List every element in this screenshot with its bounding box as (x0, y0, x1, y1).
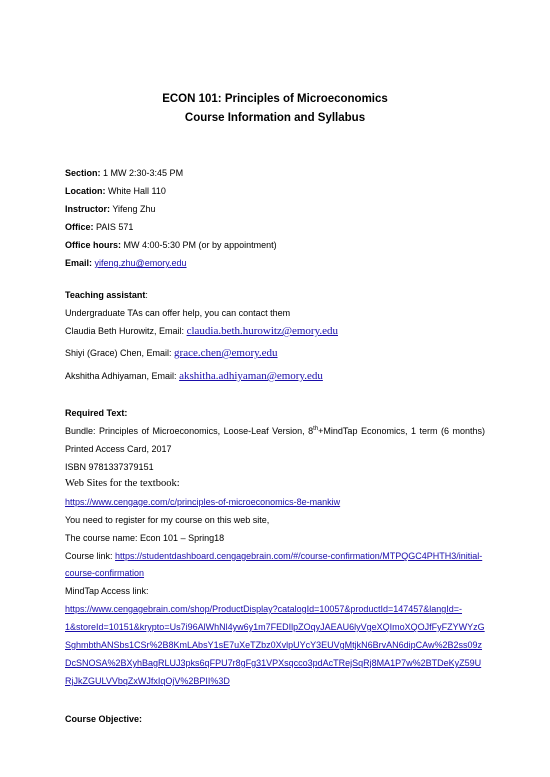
instructor-email-link[interactable]: yifeng.zhu@emory.edu (94, 258, 187, 268)
section-value: 1 MW 2:30-3:45 PM (103, 168, 184, 178)
ta-heading-row (65, 290, 148, 300)
course-link-url[interactable]: https://studentdashboard.cengagebrain.com/#/course-confirmation/MTPQGC4PHTH3/initial- (115, 551, 483, 561)
bundle-line-2: Printed Access Card, 2017 (65, 444, 172, 454)
bundle-text: +MindTap Economics, 1 term (6 months) (318, 426, 485, 436)
course-link-label: Course link: (65, 551, 113, 561)
mindtap-url-row (65, 622, 485, 632)
ta-row (65, 325, 338, 337)
document-subtitle: Course Information and Syllabus (184, 112, 366, 124)
office-row (65, 222, 133, 232)
textbook-url-row (65, 497, 340, 507)
mindtap-access-link[interactable]: SghmbthANSbs1CSr%2B8KmLAbsY1sE7uXeTZbz0XvlpUYcY3EUVgMtjkN6BrvAN6dipCAw%2B2ss09z (65, 640, 483, 650)
ta-row (65, 347, 278, 359)
course-objective-heading: Course Objective: (65, 714, 143, 724)
bundle-line (65, 426, 485, 436)
ta-name: Shiyi (Grace) Chen, Email: (65, 348, 175, 358)
section-row (65, 168, 183, 178)
course-link-row-2 (65, 568, 144, 578)
location-label: Location: (65, 186, 106, 196)
office-hours-value: MW 4:00-5:30 PM (or by appointment) (123, 240, 277, 250)
mindtap-url-row (65, 676, 230, 686)
ta-email-link[interactable]: grace.chen@emory.edu (174, 347, 278, 359)
ta-intro: Undergraduate TAs can offer help, you can contact them (65, 308, 291, 318)
email-label: Email: (65, 258, 93, 268)
office-hours-label: Office hours: (65, 240, 122, 250)
register-note: You need to register for my course on this web site, (65, 515, 270, 525)
course-link-url[interactable]: course-confirmation (65, 568, 145, 578)
instructor-label: Instructor: (65, 204, 110, 214)
websites-label: Web Sites for the textbook: (65, 478, 180, 489)
course-link-row (65, 551, 482, 561)
ta-name: Akshitha Adhiyaman, Email: (65, 371, 180, 381)
instructor-row (65, 204, 156, 214)
ta-email-link[interactable]: akshitha.adhiyaman@emory.edu (179, 370, 323, 382)
ta-heading-colon: : (145, 290, 148, 300)
bundle-text: Bundle: Principles of Microeconomics, Loose-Leaf Version, 8 (65, 426, 314, 436)
mindtap-access-link[interactable]: https://www.cengagebrain.com/shop/ProductDisplay?catalogId=10057&productId=147457&langId=- (65, 604, 463, 614)
required-text-heading: Required Text: (65, 408, 128, 418)
mindtap-access-link[interactable]: RjJkZGULVVbqZxWJfxIqOjV%2BPII%3D (65, 676, 230, 686)
mindtap-url-row (65, 640, 482, 650)
course-name: The course name: Econ 101 – Spring18 (65, 533, 225, 543)
section-label: Section: (65, 168, 101, 178)
mindtap-label: MindTap Access link: (65, 586, 149, 596)
edition-superscript: th (313, 426, 319, 432)
ta-email-link[interactable]: claudia.beth.hurowitz@emory.edu (186, 325, 339, 337)
mindtap-url-row (65, 658, 481, 668)
location-value: White Hall 110 (108, 186, 166, 196)
document-title: ECON 101: Principles of Microeconomics (162, 93, 388, 105)
email-row (65, 258, 187, 268)
ta-name: Claudia Beth Hurowitz, Email: (65, 326, 187, 336)
ta-heading: Teaching assistant (65, 290, 146, 300)
mindtap-url-row (65, 604, 462, 614)
ta-row (65, 370, 323, 382)
office-hours-row (65, 240, 277, 250)
mindtap-access-link[interactable]: DcSNOSA%2BXyhBagRLUJ3pks6qFPU7r8gFg31VPXsqcco3pdAcTRejSqRj8MA1P7w%2BTDeKyZ59U (65, 658, 482, 668)
office-label: Office: (65, 222, 94, 232)
office-value: PAIS 571 (96, 222, 134, 232)
location-row (65, 186, 166, 196)
mindtap-access-link[interactable]: 1&storeId=10151&krypto=Us7i96AlWhNl4yw6y1m7FEDIlpZOqyJAEAU6lyVgeXQImoXQOJfFyFZYWYzG (65, 622, 485, 632)
instructor-value: Yifeng Zhu (112, 204, 156, 214)
isbn: ISBN 9781337379151 (65, 462, 154, 472)
textbook-website-link[interactable]: https://www.cengage.com/c/principles-of-microeconomics-8e-mankiw (65, 497, 341, 507)
